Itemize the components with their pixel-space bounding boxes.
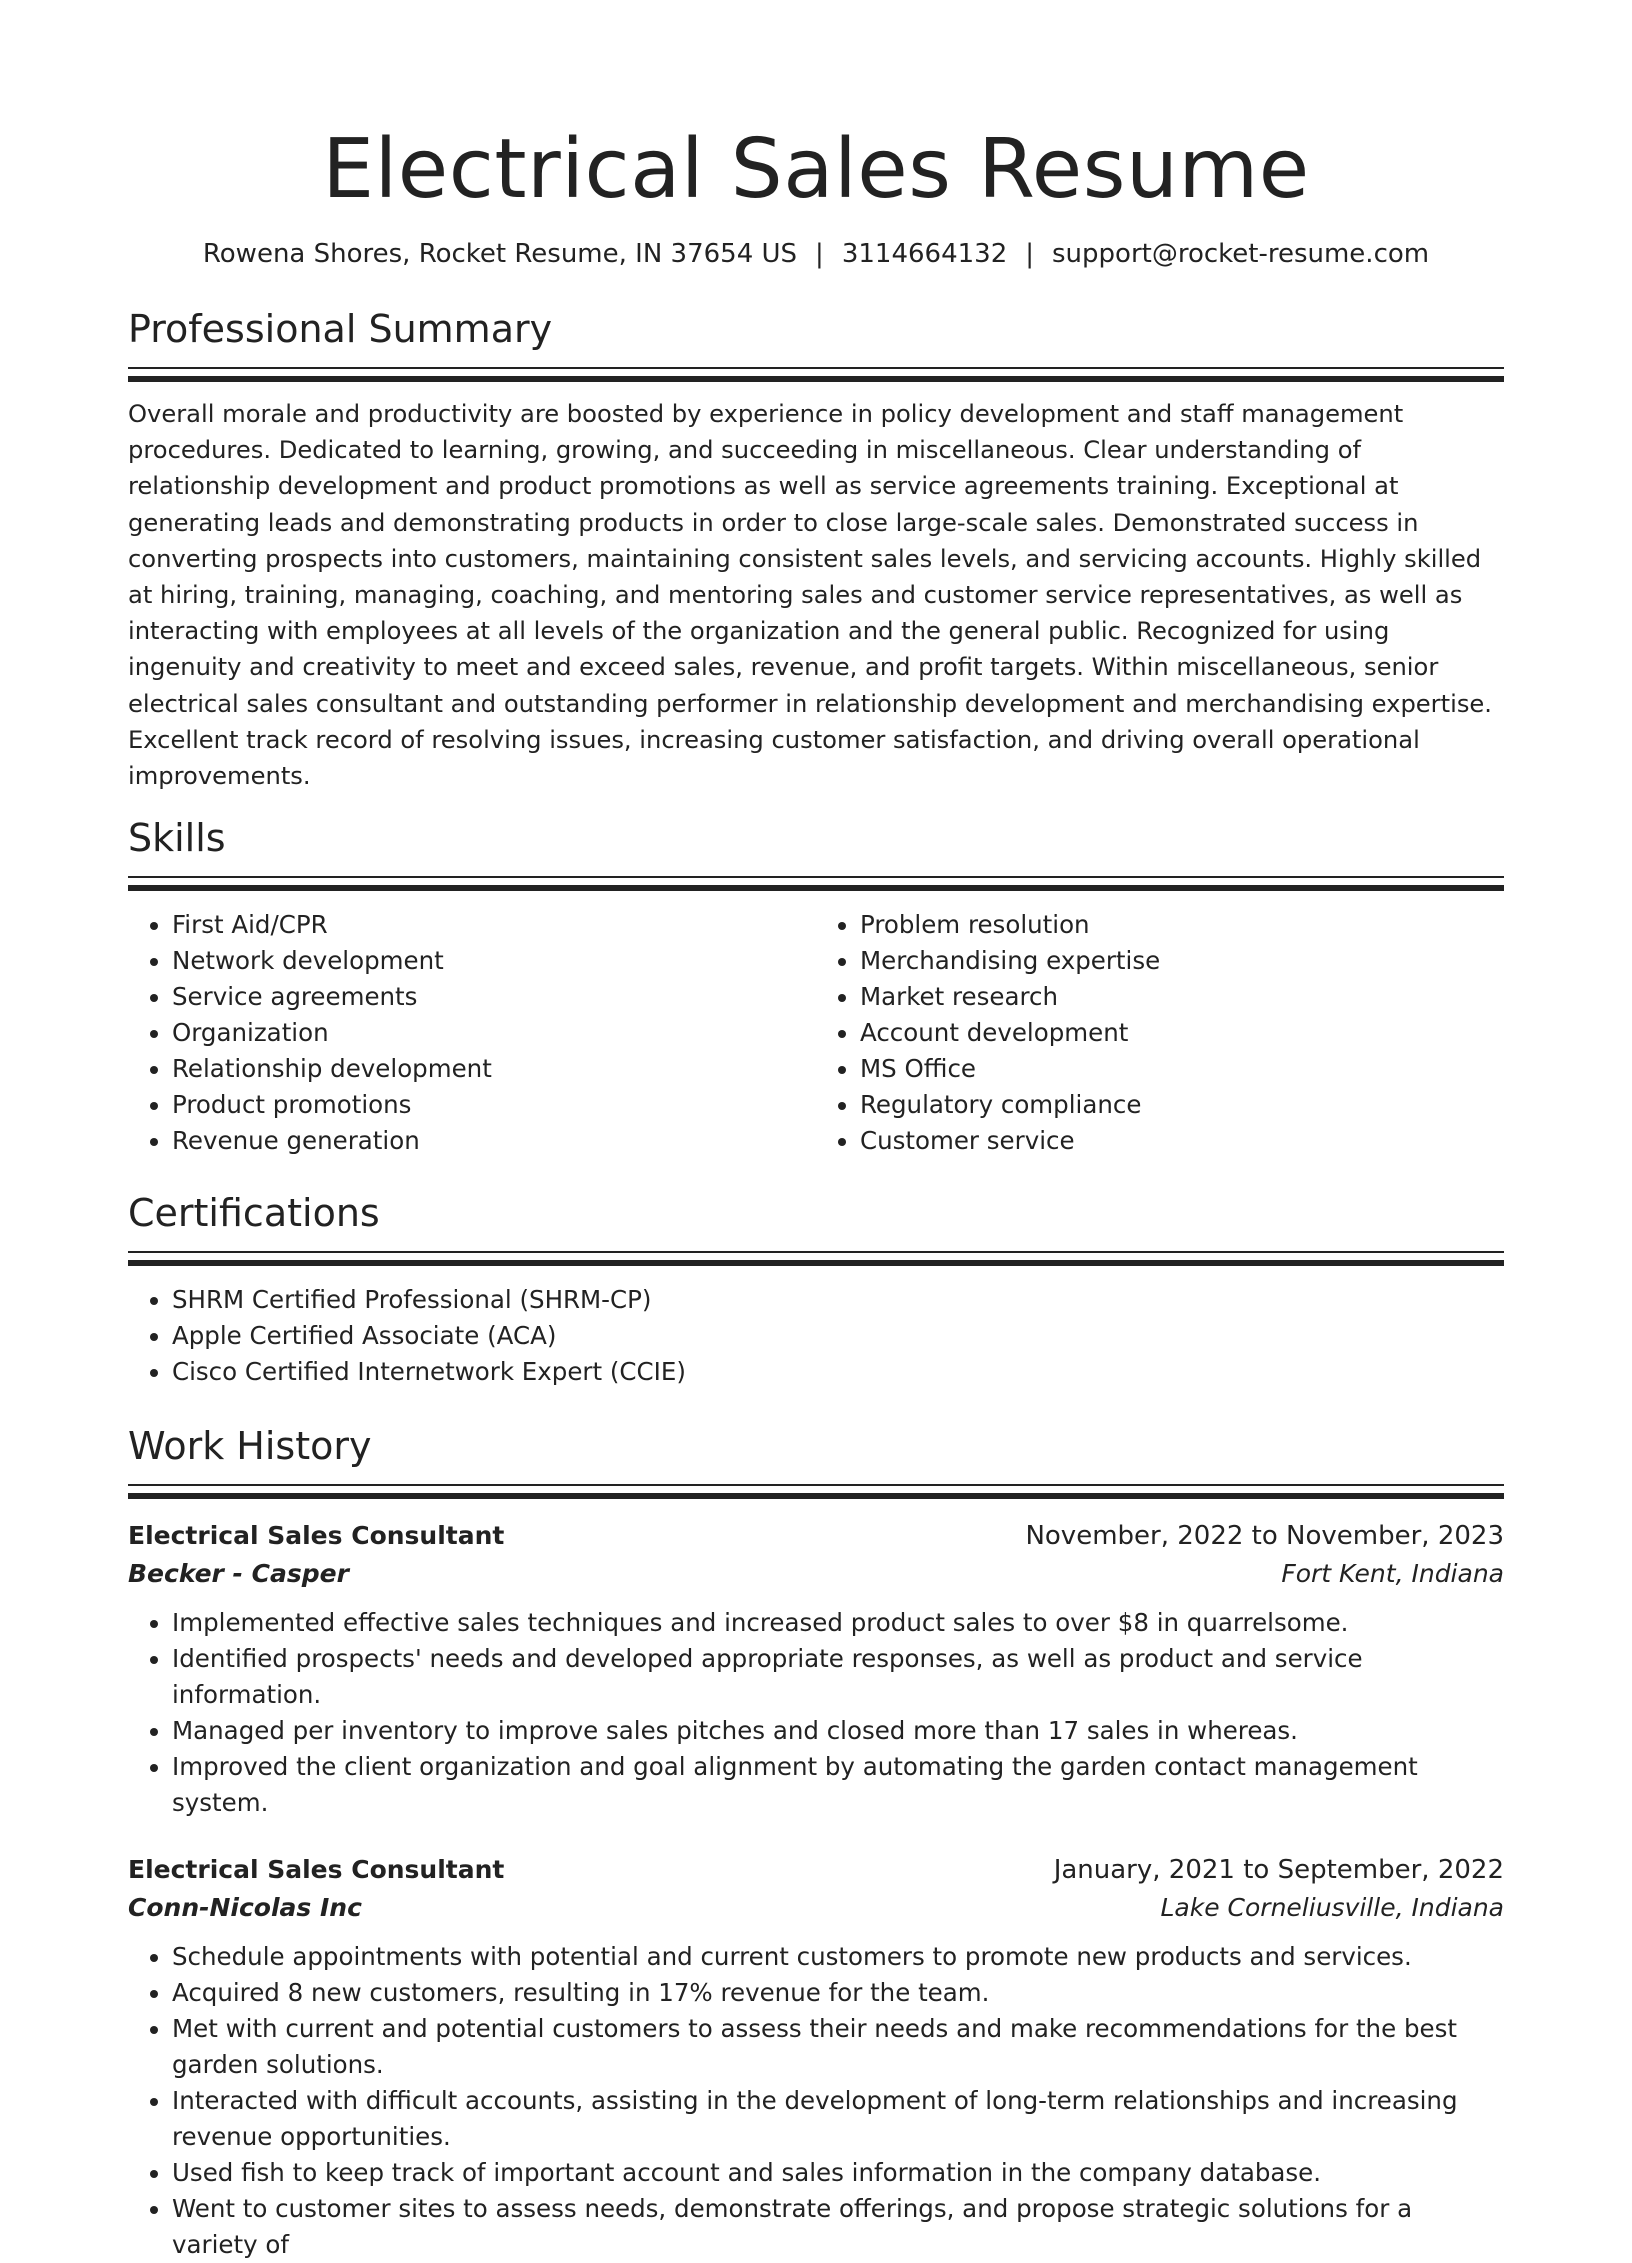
skills-heading: Skills — [128, 816, 226, 861]
certifications-section — [128, 1189, 1504, 1390]
job-bullet: • Improved the client organization and goal alignment by automating the garden contact management system. — [172, 1749, 1504, 1821]
job-entry — [128, 1851, 1504, 2263]
skills-list-right — [816, 907, 1504, 1159]
section-divider — [128, 1484, 1504, 1499]
skill-item: • Organization — [172, 1015, 816, 1051]
skill-item: • Market research — [860, 979, 1504, 1015]
skill-item: • Relationship development — [172, 1051, 816, 1087]
section-divider — [128, 367, 1504, 382]
contact-line — [128, 236, 1504, 272]
job-bullet: • Went to customer sites to assess needs, demonstrate offerings, and propose strategic solutions for a variety of — [172, 2191, 1504, 2263]
contact-phone: 3114664132 — [841, 239, 1008, 269]
job-company: Becker - Casper — [128, 1559, 349, 1589]
skill-item: • First Aid/CPR — [172, 907, 816, 943]
skill-item: • Regulatory compliance — [860, 1087, 1504, 1123]
skill-item: • Network development — [172, 943, 816, 979]
job-bullet: • Managed per inventory to improve sales pitches and closed more than 17 sales in whereas. — [172, 1713, 1504, 1749]
job-company: Conn-Nicolas Inc — [128, 1893, 362, 1923]
skill-item: • Merchandising expertise — [860, 943, 1504, 979]
job-bullets — [128, 1605, 1504, 1821]
certification-item: • Cisco Certified Internetwork Expert (CCIE) — [172, 1354, 1504, 1390]
skill-item: • Account development — [860, 1015, 1504, 1051]
summary-heading: Professional Summary — [128, 307, 553, 351]
work-history-section — [128, 1422, 1504, 2263]
skill-item: • Service agreements — [172, 979, 816, 1015]
job-bullet: • Interacted with difficult accounts, assisting in the development of long-term relationships and increasing revenue opportunities. — [172, 2083, 1504, 2155]
job-location: Fort Kent, Indiana — [1281, 1559, 1504, 1589]
job-location: Lake Corneliusville, Indiana — [1160, 1893, 1504, 1923]
skills-columns — [128, 907, 1504, 1159]
job-bullet: • Implemented effective sales techniques and increased product sales to over $8 in quarrelsome. — [172, 1605, 1504, 1641]
work-history-heading: Work History — [128, 1424, 372, 1469]
certifications-list — [128, 1282, 1504, 1390]
job-title: Electrical Sales Consultant — [128, 1855, 505, 1885]
job-dates: November, 2022 to November, 2023 — [1025, 1521, 1504, 1552]
resume-title: Electrical Sales Resume — [322, 122, 1310, 217]
contact-email: support@rocket-resume.com — [1052, 239, 1430, 269]
job-dates: January, 2021 to September, 2022 — [1053, 1855, 1504, 1886]
skill-item: • Revenue generation — [172, 1123, 816, 1159]
job-bullet: • Used fish to keep track of important account and sales information in the company database. — [172, 2155, 1504, 2191]
job-entry — [128, 1517, 1504, 1821]
job-bullets — [128, 1939, 1504, 2263]
section-divider — [128, 1251, 1504, 1266]
summary-text: Overall morale and productivity are boosted by experience in policy development and staff management procedures. Dedicated to learning, growing, and succeeding in miscellaneous. Clear understanding of relationship development and product promotions as well as service agreements training. Exceptional at generating leads and demonstrating products in order to close large-scale sales. Demonstrated success in converting prospects into customers, maintaining consistent sales levels, and servicing accounts. Highly skilled at hiring, training, managing, coaching, and mentoring sales and customer service representatives, as well as interacting with employees at all levels of the organization and the general public. Recognized for using ingenuity and creativity to meet and exceed sales, revenue, and profit targets. Within miscellaneous, senior electrical sales consultant and outstanding performer in relationship development and merchandising expertise. Excellent track record of resolving issues, increasing customer satisfaction, and driving overall operational improvements. — [128, 400, 1492, 791]
contact-separator: | — [815, 239, 824, 269]
summary-section — [128, 305, 1504, 794]
skill-item: • Problem resolution — [860, 907, 1504, 943]
skill-item: • Customer service — [860, 1123, 1504, 1159]
contact-separator: | — [1025, 239, 1034, 269]
job-bullet: • Identified prospects' needs and developed appropriate responses, as well as product and service information. — [172, 1641, 1504, 1713]
job-title: Electrical Sales Consultant — [128, 1521, 505, 1551]
skills-section — [128, 814, 1504, 1159]
skill-item: • MS Office — [860, 1051, 1504, 1087]
section-divider — [128, 876, 1504, 891]
job-bullet: • Acquired 8 new customers, resulting in 17% revenue for the team. — [172, 1975, 1504, 2011]
certification-item: • SHRM Certified Professional (SHRM-CP) — [172, 1282, 1504, 1318]
skills-list-left — [128, 907, 816, 1159]
job-bullet: • Met with current and potential customers to assess their needs and make recommendations for the best garden solutions. — [172, 2011, 1504, 2083]
job-bullet: • Schedule appointments with potential and current customers to promote new products and services. — [172, 1939, 1504, 1975]
contact-address: Rowena Shores, Rocket Resume, IN 37654 US — [202, 239, 798, 269]
certifications-heading: Certifications — [128, 1191, 380, 1236]
skill-item: • Product promotions — [172, 1087, 816, 1123]
certification-item: • Apple Certified Associate (ACA) — [172, 1318, 1504, 1354]
